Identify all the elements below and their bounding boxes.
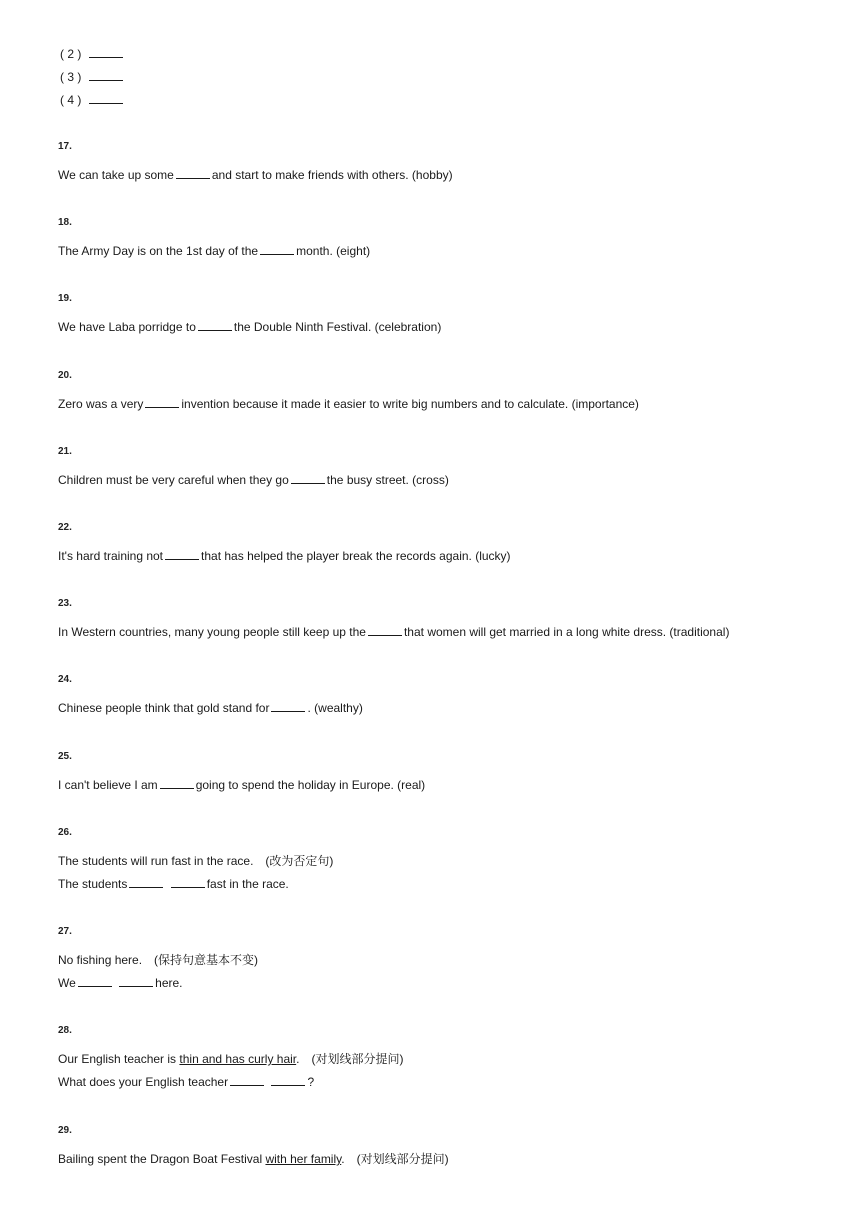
- answer-blank[interactable]: [78, 975, 112, 987]
- answer-blank[interactable]: [171, 876, 205, 888]
- answer-line: [58, 975, 183, 991]
- question-text: [58, 167, 453, 183]
- question-number: 24.: [58, 674, 72, 685]
- question-text: [58, 548, 511, 564]
- answer-line-after: ?: [307, 1075, 315, 1089]
- answer-blank[interactable]: [260, 243, 294, 255]
- underlined-phrase: with her family: [265, 1152, 342, 1166]
- answer-blank[interactable]: [160, 777, 194, 789]
- answer-blank[interactable]: [271, 700, 305, 712]
- answer-line: [58, 876, 289, 892]
- sub-answer-label: ( 2 ): [60, 47, 82, 61]
- question-text-after: that women will get married in a long white dress. (traditional): [403, 625, 730, 639]
- answer-blank[interactable]: [119, 975, 153, 987]
- question-number: 21.: [58, 446, 72, 457]
- answer-blank[interactable]: [89, 69, 123, 81]
- answer-blank[interactable]: [89, 46, 123, 58]
- question-number: 17.: [58, 141, 72, 152]
- answer-line-before: The students: [58, 877, 128, 891]
- question-text: [58, 472, 449, 488]
- question-text-after: going to spend the holiday in Europe. (real): [195, 778, 426, 792]
- question-text-after: the busy street. (cross): [326, 473, 449, 487]
- answer-line-before: What does your English teacher: [58, 1075, 229, 1089]
- answer-blank[interactable]: [176, 167, 210, 179]
- answer-line: [58, 1074, 314, 1090]
- question-number: 20.: [58, 370, 72, 381]
- question-number: 27.: [58, 926, 72, 937]
- question-text-after: the Double Ninth Festival. (celebration): [233, 320, 442, 334]
- answer-blank[interactable]: [291, 472, 325, 484]
- question-text-after: . (对划线部分提问): [296, 1052, 404, 1066]
- sub-answer-label: ( 3 ): [60, 70, 82, 84]
- question-text-after: and start to make friends with others. (hobby): [211, 168, 453, 182]
- question-number: 23.: [58, 598, 72, 609]
- question-text-before: It's hard training not: [58, 549, 164, 563]
- question-number: 25.: [58, 751, 72, 762]
- question-text: No fishing here. (保持句意基本不变): [58, 953, 259, 967]
- sub-answer-label: ( 4 ): [60, 93, 82, 107]
- sub-answer-line: [60, 92, 125, 108]
- question-text: [58, 319, 441, 335]
- question-text-after: . (对划线部分提问): [341, 1152, 449, 1166]
- question-text: [58, 700, 363, 716]
- answer-blank[interactable]: [89, 92, 123, 104]
- question-text: The students will run fast in the race. (改为否定句): [58, 854, 334, 868]
- question-text-before: Zero was a very: [58, 397, 144, 411]
- answer-blank[interactable]: [198, 319, 232, 331]
- question-number: 18.: [58, 217, 72, 228]
- question-text-before: I can't believe I am: [58, 778, 158, 792]
- question-text: [58, 243, 370, 259]
- question-text-after: invention because it made it easier to write big numbers and to calculate. (importance): [181, 397, 639, 411]
- question-text-after: month. (eight): [296, 244, 371, 258]
- question-text-before: Children must be very careful when they go: [58, 473, 289, 487]
- question-number: 29.: [58, 1125, 72, 1136]
- question-text: [58, 624, 729, 640]
- answer-line-after: fast in the race.: [206, 877, 289, 891]
- question-text-before: The Army Day is on the 1st day of the: [58, 244, 259, 258]
- answer-blank[interactable]: [145, 396, 179, 408]
- question-text-after: . (wealthy): [307, 701, 363, 715]
- answer-blank[interactable]: [271, 1074, 305, 1086]
- sub-answer-line: [60, 69, 125, 85]
- question-text-before: We can take up some: [58, 168, 174, 182]
- question-text-before: Chinese people think that gold stand for: [58, 701, 270, 715]
- question-text: [58, 777, 425, 793]
- sub-answer-line: [60, 46, 125, 62]
- question-number: 22.: [58, 522, 72, 533]
- answer-line-after: here.: [155, 976, 183, 990]
- answer-blank[interactable]: [129, 876, 163, 888]
- question-text: [58, 1051, 403, 1067]
- question-text-before: Our English teacher is: [58, 1052, 180, 1066]
- question-text-before: In Western countries, many young people still keep up the: [58, 625, 366, 639]
- answer-line-before: We: [58, 976, 76, 990]
- answer-blank[interactable]: [368, 624, 402, 636]
- question-text: [58, 396, 639, 412]
- answer-blank[interactable]: [230, 1074, 264, 1086]
- question-number: 28.: [58, 1025, 72, 1036]
- question-number: 19.: [58, 293, 72, 304]
- question-number: 26.: [58, 827, 72, 838]
- answer-blank[interactable]: [165, 548, 199, 560]
- question-text-after: that has helped the player break the records again. (lucky): [201, 549, 511, 563]
- question-text: [58, 1151, 449, 1167]
- question-text-before: We have Laba porridge to: [58, 320, 196, 334]
- question-text-before: Bailing spent the Dragon Boat Festival: [58, 1152, 266, 1166]
- underlined-phrase: thin and has curly hair: [179, 1052, 297, 1066]
